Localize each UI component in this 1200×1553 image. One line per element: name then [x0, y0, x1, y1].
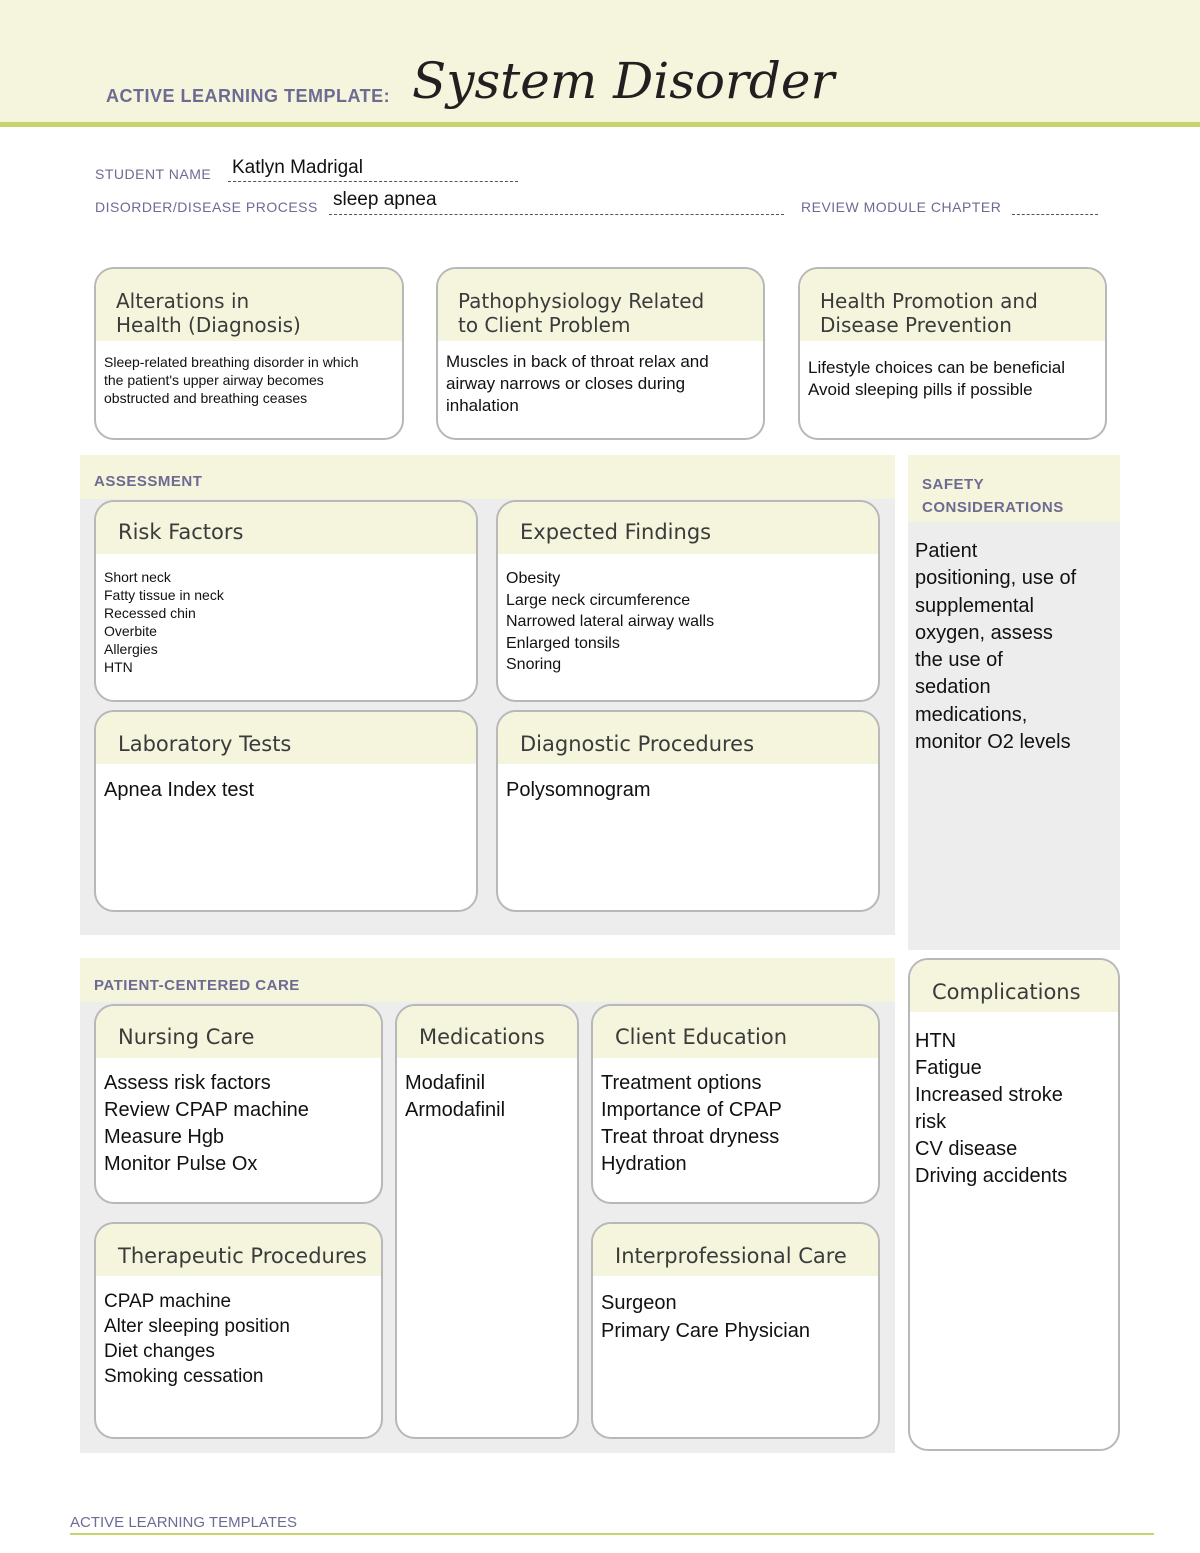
student-name-field[interactable]: Katlyn Madrigal [232, 157, 363, 178]
client-education-body: Treatment options Importance of CPAP Treat throat dryness Hydration [601, 1072, 782, 1175]
interprofessional-care-title: Interprofessional Care [593, 1224, 878, 1276]
header-rule [0, 122, 1200, 127]
alterations-title: Alterations in Health (Diagnosis) [96, 269, 402, 341]
medications-box [395, 1004, 579, 1439]
template-label: ACTIVE LEARNING TEMPLATE: [106, 86, 391, 106]
safety-heading: SAFETY CONSIDERATIONS [908, 455, 1120, 522]
expected-findings-box [496, 500, 880, 702]
patient-centered-care-heading: PATIENT-CENTERED CARE [80, 958, 895, 1002]
diagnostic-procedures-body: Polysomnogram [506, 779, 651, 801]
alterations-body: Sleep-related breathing disorder in which the patient's upper airway becomes obstructed and breathing ceases [104, 354, 359, 406]
complications-box [908, 958, 1120, 1451]
disorder-label: DISORDER/DISEASE PROCESS [95, 199, 318, 215]
therapeutic-procedures-box [94, 1222, 383, 1439]
pathophysiology-body: Muscles in back of throat relax and airway narrows or closes during inhalation [446, 352, 709, 415]
pathophysiology-box [436, 267, 765, 440]
client-education-title: Client Education [593, 1006, 878, 1058]
client-education-box [591, 1004, 880, 1204]
footer-label: ACTIVE LEARNING TEMPLATES [70, 1514, 297, 1531]
review-module-label: REVIEW MODULE CHAPTER [801, 199, 1002, 215]
risk-factors-box [94, 500, 478, 702]
nursing-care-box [94, 1004, 383, 1204]
alterations-box [94, 267, 404, 440]
assessment-heading: ASSESSMENT [80, 455, 895, 499]
page-title: System Disorder [412, 52, 835, 110]
footer-rule [70, 1533, 1154, 1535]
review-module-line [1012, 214, 1098, 215]
nursing-care-body: Assess risk factors Review CPAP machine Measure Hgb Monitor Pulse Ox [104, 1072, 309, 1175]
expected-findings-title: Expected Findings [498, 502, 878, 554]
safety-body: Patient positioning, use of supplemental oxygen, assess the use of sedation medications, monitor O2 levels [915, 540, 1077, 754]
complications-body: HTN Fatigue Increased stroke risk CV disease Driving accidents [915, 1030, 1068, 1187]
disorder-field[interactable]: sleep apnea [333, 189, 437, 210]
therapeutic-procedures-body: CPAP machine Alter sleeping position Diet changes Smoking cessation [104, 1291, 290, 1387]
nursing-care-title: Nursing Care [96, 1006, 381, 1058]
complications-title: Complications [910, 960, 1118, 1012]
health-promotion-body: Lifestyle choices can be beneficial Avoid sleeping pills if possible [808, 358, 1066, 399]
expected-findings-body: Obesity Large neck circumference Narrowed lateral airway walls Enlarged tonsils Snoring [506, 570, 715, 673]
risk-factors-body: Short neck Fatty tissue in neck Recessed chin Overbite Allergies HTN [104, 569, 224, 675]
interprofessional-care-body: Surgeon Primary Care Physician [601, 1292, 810, 1342]
medications-title: Medications [397, 1006, 577, 1058]
health-promotion-title: Health Promotion and Disease Prevention [800, 269, 1105, 341]
diagnostic-procedures-title: Diagnostic Procedures [498, 712, 878, 764]
disorder-line [329, 214, 784, 215]
therapeutic-procedures-title: Therapeutic Procedures [96, 1224, 381, 1276]
student-name-line [228, 181, 518, 182]
risk-factors-title: Risk Factors [96, 502, 476, 554]
medications-body: Modafinil Armodafinil [405, 1072, 506, 1121]
pathophysiology-title: Pathophysiology Related to Client Problem [438, 269, 763, 341]
laboratory-tests-body: Apnea Index test [104, 779, 255, 801]
diagnostic-procedures-box [496, 710, 880, 912]
laboratory-tests-box [94, 710, 478, 912]
health-promotion-box [798, 267, 1107, 440]
laboratory-tests-title: Laboratory Tests [96, 712, 476, 764]
interprofessional-care-box [591, 1222, 880, 1439]
student-name-label: STUDENT NAME [95, 166, 212, 182]
